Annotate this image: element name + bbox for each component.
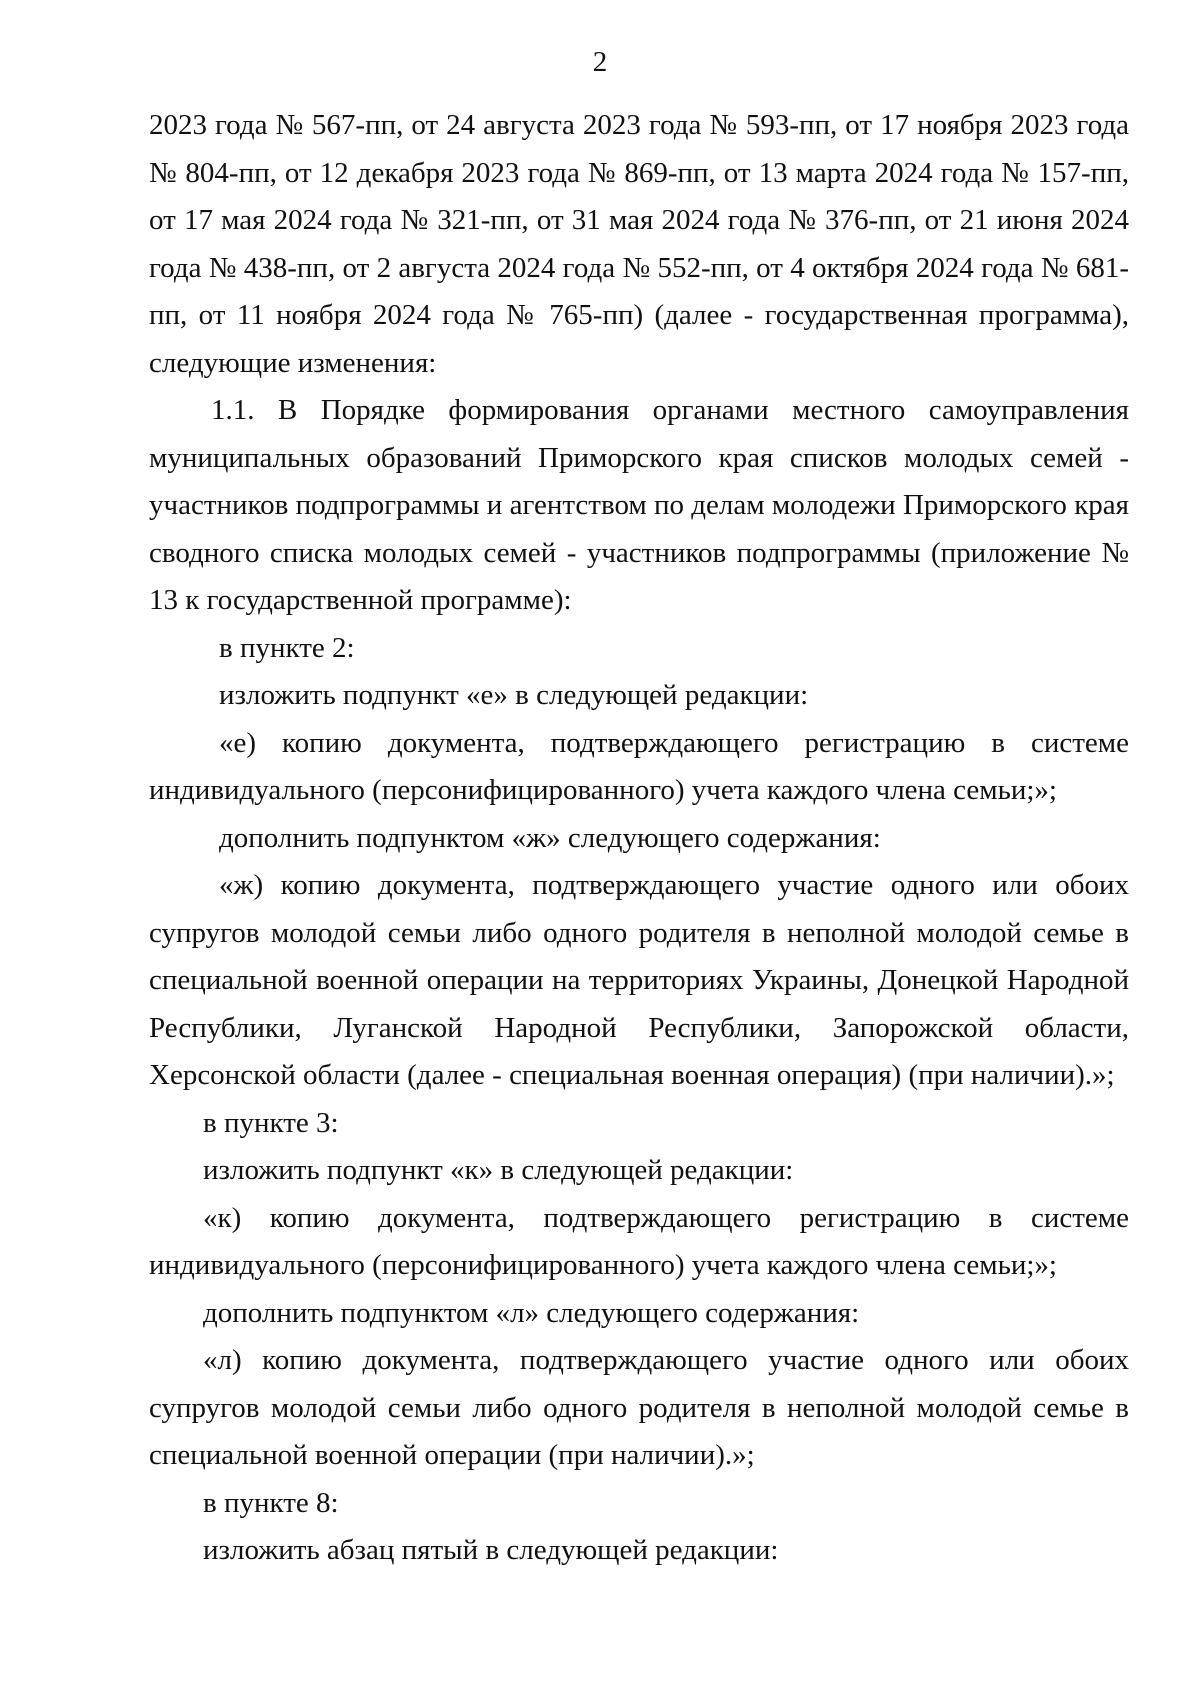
paragraph-point-2: в пункте 2: [219, 631, 355, 664]
paragraph-point-8: в пункте 8: [203, 1486, 339, 1519]
document-body [149, 102, 1129, 1575]
paragraph-subpoint-e-intro: изложить подпункт «е» в следующей редакции: [219, 679, 809, 711]
page-number: 2 [592, 46, 608, 78]
paragraph-point-3: в пункте 3: [203, 1106, 339, 1139]
paragraph-subpoint-e-text: «е) копию документа, подтверждающего регистрацию в системе индивидуального (персонифицированного) учета каждого члена семьи;»; [149, 726, 1129, 806]
paragraph-amendment-history: 2023 года № 567-пп, от 24 августа 2023 года № 593-пп, от 17 ноября 2023 года № 804-пп, от 12 декабря 2023 года № 869-пп, от 13 марта 2024 года № 157-пп, от 17 мая 2024 года № 321-пп, от 31 мая 2024 года № 376-пп, от 21 июня 2024 года № 438-пп, от 2 августа 2024 года № 552-пп, от 4 октября 2024 года № 681-пп, от 11 ноября 2024 года № 765-пп) (далее - государственная программа), следующие изменения: [149, 109, 1129, 379]
paragraph-subpoint-k-intro: изложить подпункт «к» в следующей редакции: [203, 1154, 794, 1186]
paragraph-item-1-1: 1.1. В Порядке формирования органами местного самоуправления муниципальных образований Приморского края списков молодых семей - участников подпрограммы и агентством по делам молодежи Приморского края сводного списка молодых семей - участников подпрограммы (приложение № 13 к государственной программе): [149, 394, 1129, 616]
paragraph-subpoint-zh-intro: дополнить подпунктом «ж» следующего содержания: [219, 821, 881, 854]
paragraph-subpoint-k-text: «к) копию документа, подтверждающего регистрацию в системе индивидуального (персонифицированного) учета каждого члена семьи;»; [149, 1201, 1129, 1281]
paragraph-subpoint-l-text: «л) копию документа, подтверждающего участие одного или обоих супругов молодой семьи либо одного родителя в неполной молодой семье в специальной военной операции (при наличии).»; [149, 1344, 1129, 1471]
paragraph-subpoint-l-intro: дополнить подпунктом «л» следующего содержания: [203, 1296, 860, 1329]
paragraph-subpoint-zh-text: «ж) копию документа, подтверждающего участие одного или обоих супругов молодой семьи либо одного родителя в неполной молодой семье в специальной военной операции на территориях Украины, Донецкой Народной Республики, Луганской Народной Республики, Запорожской области, Херсонской области (далее - специальная военная операция) (при наличии).»; [149, 869, 1129, 1091]
paragraph-abzac-5-intro: изложить абзац пятый в следующей редакции: [203, 1534, 779, 1566]
